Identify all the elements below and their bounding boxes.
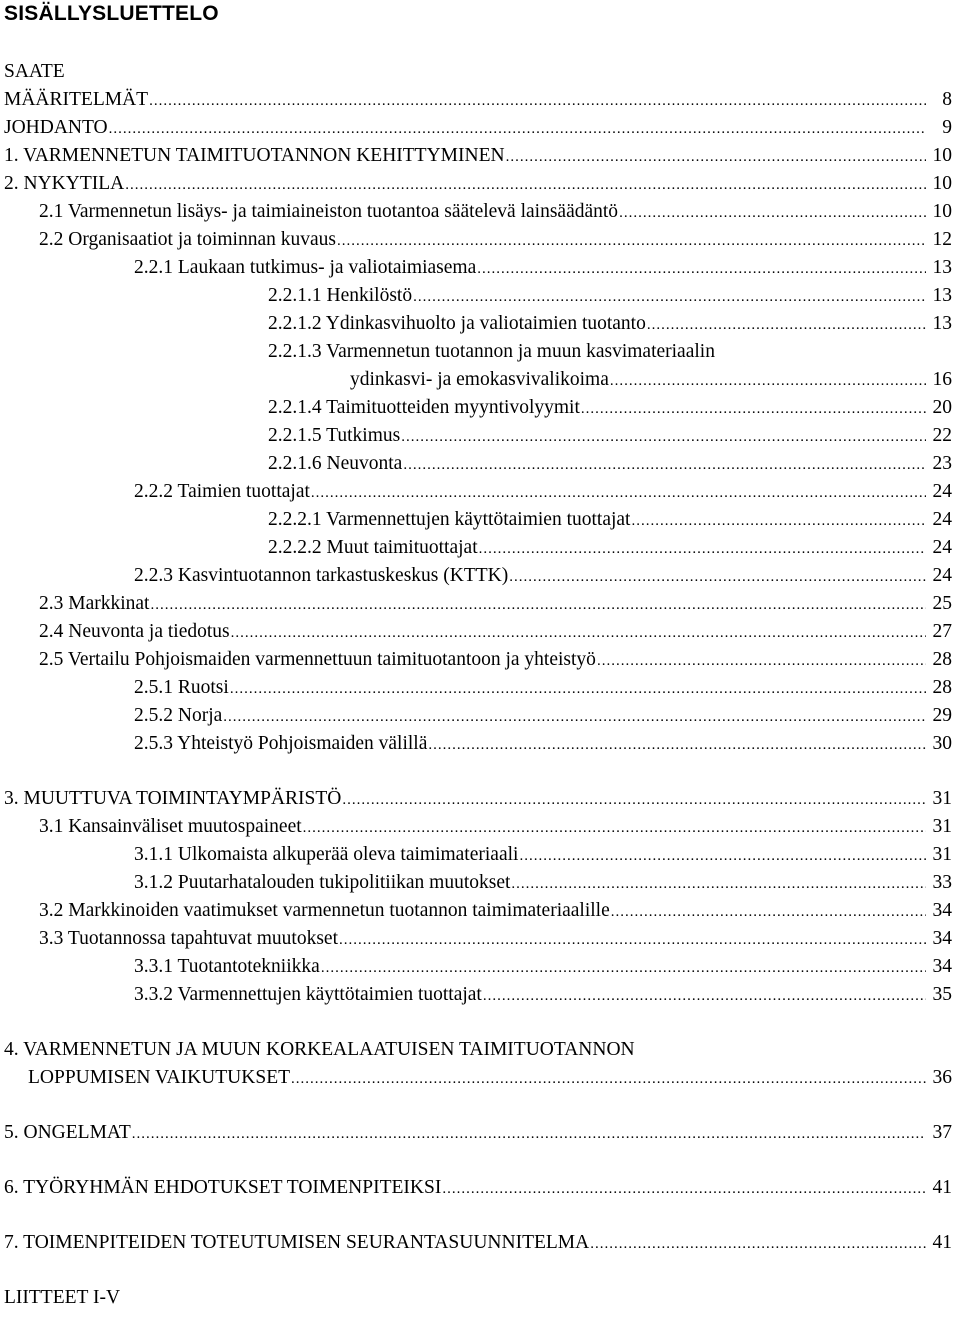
toc-page-number: 41 [932,1177,952,1198]
toc-entry-2-2[interactable] [0,226,960,254]
toc-page-number: 34 [932,900,952,921]
toc-page-number: 10 [932,201,952,222]
toc-entry-johdanto[interactable] [0,114,960,142]
leader-dots [581,395,926,423]
toc-entry-2-2-1-1[interactable] [0,282,960,310]
leader-dots [401,423,926,451]
toc-entry-text: 3.3 Tuotannossa tapahtuvat muutokset [39,928,338,949]
toc-page-number: 23 [932,453,952,474]
toc-page-number: 29 [932,705,952,726]
leader-dots [231,619,926,647]
toc-entry-text: 2.2.2.2 Muut taimituottajat [268,537,478,558]
toc-entry-text: 2.2.1.3 Varmennetun tuotannon ja muun kasvimateriaalin [268,341,715,362]
toc-entry-2-2-1-3[interactable] [0,338,960,366]
toc-entry-2-2-3[interactable] [0,562,960,590]
toc-entry-3-3[interactable] [0,925,960,953]
toc-entry-2-3[interactable] [0,590,960,618]
toc-entry-3[interactable] [0,785,960,813]
toc-entry-text: LIITTEET I-V [4,1287,121,1308]
toc-entry-text: 3. MUUTTUVA TOIMINTAYMPÄRISTÖ [4,788,342,809]
section-gap [0,1202,960,1229]
toc-entry-text: 6. TYÖRYHMÄN EHDOTUKSET TOIMENPITEIKSI [4,1177,442,1198]
toc-entry-3-1-2[interactable] [0,869,960,897]
toc-entry-3-3-2[interactable] [0,981,960,1009]
leader-dots [311,479,926,507]
leader-dots [223,703,926,731]
toc-page-number: 35 [932,984,952,1005]
toc-page-number: 41 [932,1232,952,1253]
toc-page-number: 27 [932,621,952,642]
toc-page-number: 22 [932,425,952,446]
leader-dots [150,591,926,619]
leader-dots [291,1065,926,1093]
section-gap [0,1009,960,1036]
leader-dots [149,87,926,115]
toc-page-number: 24 [932,537,952,558]
leader-dots [610,367,926,395]
toc-entry-text: 7. TOIMENPITEIDEN TOTEUTUMISEN SEURANTASUUNNITELMA [4,1232,590,1253]
leader-dots [339,926,926,954]
leader-dots [428,731,926,759]
toc-entry-text: 4. VARMENNETUN JA MUUN KORKEALAATUISEN TAIMITUOTANNON [4,1039,635,1060]
toc-entry-text: 2. NYKYTILA [4,173,125,194]
toc-page-number: 31 [932,816,952,837]
toc-entry-text: 3.2 Markkinoiden vaatimukset varmennetun tuotannon taimimateriaalille [39,900,610,921]
toc-entry-text: ydinkasvi- ja emokasvivalikoima [350,369,609,390]
leader-dots [506,143,926,171]
toc-entry-text: 2.2.2.1 Varmennettujen käyttötaimien tuottajat [268,509,631,530]
leader-dots [519,842,926,870]
toc-entry-3-3-1[interactable] [0,953,960,981]
toc-entry-text: 2.5.2 Norja [134,705,223,726]
toc-entry-2-4[interactable] [0,618,960,646]
leader-dots [109,115,926,143]
toc-entry-text: 1. VARMENNETUN TAIMITUOTANNON KEHITTYMINEN [4,145,505,166]
leader-dots [511,870,926,898]
toc-entry-6[interactable] [0,1174,960,1202]
toc-entry-text: 2.2.1.4 Taimituotteiden myyntivolyymit [268,397,580,418]
toc-entry-text: JOHDANTO [4,117,108,138]
toc-page-number: 13 [932,257,952,278]
toc-entry-text: 2.2 Organisaatiot ja toiminnan kuvaus [39,229,336,250]
leader-dots [647,311,926,339]
toc-page-number: 31 [932,844,952,865]
toc-entry-text: 2.2.1.6 Neuvonta [268,453,403,474]
toc-entry-maaritelmat[interactable] [0,86,960,114]
toc-page-number: 36 [932,1067,952,1088]
leader-dots [477,255,926,283]
toc-page-number: 24 [932,565,952,586]
toc-entry-2-2-2-1[interactable] [0,506,960,534]
leader-dots [442,1175,926,1203]
section-gap [0,758,960,785]
toc-entry-text: LOPPUMISEN VAIKUTUKSET [28,1067,291,1088]
leader-dots [590,1230,926,1258]
toc-entry-2-2-1-6[interactable] [0,450,960,478]
toc-entry-2-2-2-2[interactable] [0,534,960,562]
leader-dots [132,1120,926,1148]
toc-entry-liitteet[interactable] [0,1284,960,1312]
section-gap [0,1257,960,1284]
toc-entry-2[interactable] [0,170,960,198]
leader-dots [342,786,926,814]
toc-entry-saate[interactable] [0,58,960,86]
toc-entry-text: 2.2.3 Kasvintuotannon tarkastuskeskus (KTTK) [134,565,509,586]
toc-page-number: 24 [932,509,952,530]
toc-entry-text: 3.1.2 Puutarhatalouden tukipolitiikan muutokset [134,872,511,893]
leader-dots [321,954,926,982]
table-of-contents [0,58,960,1312]
toc-entry-text: 2.2.1.5 Tutkimus [268,425,401,446]
toc-entry-1[interactable] [0,142,960,170]
leader-dots [337,227,926,255]
toc-page-number: 8 [942,89,952,110]
leader-dots [303,814,926,842]
toc-page-number: 12 [932,229,952,250]
toc-entry-2-2-1-3-continued[interactable] [0,366,960,394]
toc-page-number: 25 [932,593,952,614]
toc-entry-2-2-2[interactable] [0,478,960,506]
toc-page-number: 28 [932,649,952,670]
leader-dots [619,199,926,227]
toc-entry-5[interactable] [0,1119,960,1147]
toc-entry-2-5-3[interactable] [0,730,960,758]
toc-entry-text: 3.1.1 Ulkomaista alkuperää oleva taimimateriaali [134,844,519,865]
toc-entry-3-1-1[interactable] [0,841,960,869]
toc-entry-3-1[interactable] [0,813,960,841]
toc-page-number: 13 [932,285,952,306]
toc-entry-4-continued[interactable] [0,1064,960,1092]
toc-entry-2-5-1[interactable] [0,674,960,702]
toc-page-number: 10 [932,173,952,194]
toc-entry-text: 2.5.3 Yhteistyö Pohjoismaiden välillä [134,733,428,754]
leader-dots [403,451,926,479]
toc-entry-2-2-1-5[interactable] [0,422,960,450]
toc-entry-2-5[interactable] [0,646,960,674]
section-gap [0,1092,960,1119]
leader-dots [631,507,926,535]
toc-entry-text: 2.4 Neuvonta ja tiedotus [39,621,230,642]
toc-page-number: 20 [932,397,952,418]
toc-entry-text: 3.1 Kansainväliset muutospaineet [39,816,302,837]
toc-page-number: 31 [932,788,952,809]
toc-page-number: 37 [932,1122,952,1143]
toc-page-number: 28 [932,677,952,698]
toc-entry-text: 2.2.1.1 Henkilöstö [268,285,413,306]
leader-dots [125,171,926,199]
toc-entry-2-2-1[interactable] [0,254,960,282]
toc-entry-text: 2.2.1 Laukaan tutkimus- ja valiotaimiasema [134,257,477,278]
toc-page-number: 13 [932,313,952,334]
toc-page-number: 33 [932,872,952,893]
toc-entry-2-2-1-2[interactable] [0,310,960,338]
page-title: SISÄLLYSLUETTELO [4,2,219,25]
toc-page-number: 34 [932,928,952,949]
leader-dots [597,647,926,675]
leader-dots [230,675,926,703]
toc-entry-2-5-2[interactable] [0,702,960,730]
toc-page-number: 30 [932,733,952,754]
toc-entry-7[interactable] [0,1229,960,1257]
toc-page-number: 16 [932,369,952,390]
toc-entry-text: 5. ONGELMAT [4,1122,131,1143]
toc-entry-text: 3.3.2 Varmennettujen käyttötaimien tuottajat [134,984,482,1005]
toc-entry-2-2-1-4[interactable] [0,394,960,422]
leader-dots [509,563,926,591]
toc-entry-4[interactable] [0,1036,960,1064]
toc-entry-text: MÄÄRITELMÄT [4,89,149,110]
leader-dots [413,283,926,311]
toc-page-number: 34 [932,956,952,977]
leader-dots [479,535,926,563]
toc-entry-text: 2.2.1.2 Ydinkasvihuolto ja valiotaimien tuotanto [268,313,646,334]
toc-entry-text: 2.3 Markkinat [39,593,150,614]
leader-dots [483,982,926,1010]
toc-entry-text: 2.5.1 Ruotsi [134,677,229,698]
toc-page-number: 24 [932,481,952,502]
leader-dots [611,898,926,926]
section-gap [0,1147,960,1174]
toc-entry-text: 2.2.2 Taimien tuottajat [134,481,310,502]
toc-entry-3-2[interactable] [0,897,960,925]
toc-entry-text: 2.5 Vertailu Pohjoismaiden varmennettuun taimituotantoon ja yhteistyö [39,649,596,670]
toc-page-number: 9 [942,117,952,138]
toc-page-number: 10 [932,145,952,166]
toc-entry-text: 2.1 Varmennetun lisäys- ja taimiaineiston tuotantoa säätelevä lainsäädäntö [39,201,619,222]
toc-entry-text: 3.3.1 Tuotantotekniikka [134,956,320,977]
toc-entry-2-1[interactable] [0,198,960,226]
toc-entry-text: SAATE [4,61,65,82]
